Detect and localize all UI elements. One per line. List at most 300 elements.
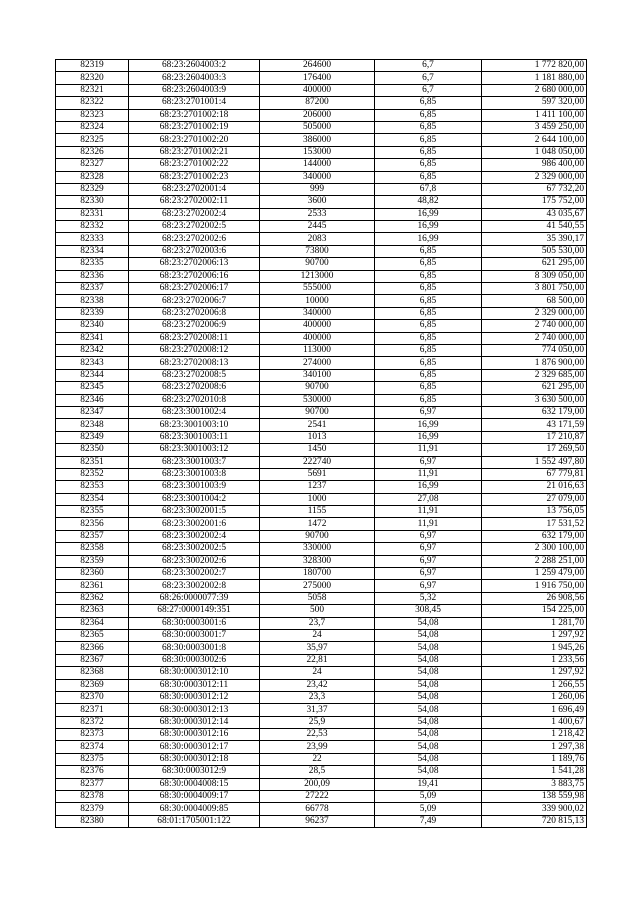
rate-cell: 6,85 (375, 134, 482, 146)
rate-cell: 6,85 (375, 109, 482, 121)
area-cell: 3600 (260, 196, 375, 208)
value-cell: 43 035,67 (482, 208, 587, 220)
cadastral-number-cell: 68:23:2701002:19 (129, 121, 260, 133)
rate-cell: 11,91 (375, 468, 482, 480)
area-cell: 5691 (260, 468, 375, 480)
row-number-cell: 82328 (56, 171, 129, 183)
rate-cell: 54,08 (375, 766, 482, 778)
table-row (56, 654, 587, 666)
rate-cell: 6,97 (375, 555, 482, 567)
area-cell: 222740 (260, 456, 375, 468)
area-cell: 1155 (260, 506, 375, 518)
table-row (56, 605, 587, 617)
value-cell: 632 179,00 (482, 530, 587, 542)
rate-cell: 19,41 (375, 778, 482, 790)
area-cell: 2533 (260, 208, 375, 220)
row-number-cell: 82332 (56, 221, 129, 233)
area-cell: 2445 (260, 221, 375, 233)
table-row (56, 691, 587, 703)
table-row (56, 183, 587, 195)
area-cell: 35,97 (260, 642, 375, 654)
rate-cell: 6,85 (375, 295, 482, 307)
area-cell: 340000 (260, 171, 375, 183)
rate-cell: 6,85 (375, 357, 482, 369)
row-number-cell: 82380 (56, 815, 129, 827)
value-cell: 1 876 900,00 (482, 357, 587, 369)
rate-cell: 54,08 (375, 741, 482, 753)
row-number-cell: 82376 (56, 766, 129, 778)
rate-cell: 5,32 (375, 592, 482, 604)
table-row (56, 580, 587, 592)
rate-cell: 6,7 (375, 72, 482, 84)
table-row (56, 493, 587, 505)
area-cell: 340000 (260, 307, 375, 319)
value-cell: 597 320,00 (482, 97, 587, 109)
cadastral-number-cell: 68:30:0003001:6 (129, 617, 260, 629)
value-cell: 339 900,02 (482, 803, 587, 815)
area-cell: 5058 (260, 592, 375, 604)
rate-cell: 54,08 (375, 704, 482, 716)
cadastral-number-cell: 68:23:3002001:6 (129, 518, 260, 530)
area-cell: 2541 (260, 419, 375, 431)
value-cell: 2 680 000,00 (482, 84, 587, 96)
area-cell: 264600 (260, 60, 375, 72)
cadastral-number-cell: 68:30:0003002:6 (129, 654, 260, 666)
rate-cell: 6,85 (375, 270, 482, 282)
cadastral-number-cell: 68:23:2701002:23 (129, 171, 260, 183)
row-number-cell: 82340 (56, 320, 129, 332)
area-cell: 330000 (260, 543, 375, 555)
row-number-cell: 82351 (56, 456, 129, 468)
cadastral-number-cell: 68:23:2702008:5 (129, 369, 260, 381)
cadastral-number-cell: 68:23:3002002:4 (129, 530, 260, 542)
cadastral-number-cell: 68:23:3002002:8 (129, 580, 260, 592)
cadastral-number-cell: 68:23:2701002:22 (129, 159, 260, 171)
table-row (56, 642, 587, 654)
table-row (56, 332, 587, 344)
value-cell: 3 883,75 (482, 778, 587, 790)
value-cell: 1 260,06 (482, 691, 587, 703)
cadastral-number-cell: 68:01:1705001:122 (129, 815, 260, 827)
area-cell: 10000 (260, 295, 375, 307)
area-cell: 23,99 (260, 741, 375, 753)
cadastral-number-cell: 68:23:2604003:3 (129, 72, 260, 84)
cadastral-number-cell: 68:23:3002002:7 (129, 568, 260, 580)
row-number-cell: 82354 (56, 493, 129, 505)
area-cell: 1237 (260, 481, 375, 493)
table-row (56, 568, 587, 580)
area-cell: 24 (260, 667, 375, 679)
cadastral-number-cell: 68:23:2701002:18 (129, 109, 260, 121)
table-row (56, 815, 587, 827)
value-cell: 21 016,63 (482, 481, 587, 493)
row-number-cell: 82371 (56, 704, 129, 716)
cadastral-number-cell: 68:30:0004009:85 (129, 803, 260, 815)
row-number-cell: 82372 (56, 716, 129, 728)
value-cell: 1 411 100,00 (482, 109, 587, 121)
area-cell: 90700 (260, 258, 375, 270)
row-number-cell: 82349 (56, 431, 129, 443)
value-cell: 2 740 000,00 (482, 320, 587, 332)
table-row (56, 468, 587, 480)
cadastral-number-cell: 68:26:0000077:39 (129, 592, 260, 604)
row-number-cell: 82359 (56, 555, 129, 567)
row-number-cell: 82369 (56, 679, 129, 691)
value-cell: 1 266,55 (482, 679, 587, 691)
row-number-cell: 82330 (56, 196, 129, 208)
table-row (56, 444, 587, 456)
value-cell: 17 210,87 (482, 431, 587, 443)
cadastral-number-cell: 68:23:2701001:4 (129, 97, 260, 109)
row-number-cell: 82370 (56, 691, 129, 703)
row-number-cell: 82339 (56, 307, 129, 319)
rate-cell: 54,08 (375, 716, 482, 728)
table-row (56, 196, 587, 208)
table-row (56, 382, 587, 394)
area-cell: 328300 (260, 555, 375, 567)
row-number-cell: 82331 (56, 208, 129, 220)
cadastral-number-cell: 68:30:0003012:10 (129, 667, 260, 679)
rate-cell: 6,97 (375, 530, 482, 542)
area-cell: 28,5 (260, 766, 375, 778)
row-number-cell: 82379 (56, 803, 129, 815)
rate-cell: 6,7 (375, 84, 482, 96)
row-number-cell: 82337 (56, 283, 129, 295)
area-cell: 66778 (260, 803, 375, 815)
value-cell: 35 390,17 (482, 233, 587, 245)
cadastral-number-cell: 68:23:3001003:11 (129, 431, 260, 443)
table-row (56, 283, 587, 295)
table-row (56, 208, 587, 220)
value-cell: 17 269,50 (482, 444, 587, 456)
area-cell: 113000 (260, 344, 375, 356)
area-cell: 176400 (260, 72, 375, 84)
value-cell: 26 908,56 (482, 592, 587, 604)
cadastral-number-cell: 68:23:2702003:6 (129, 245, 260, 257)
table-row (56, 307, 587, 319)
table-row (56, 121, 587, 133)
table-row (56, 109, 587, 121)
area-cell: 530000 (260, 394, 375, 406)
rate-cell: 6,85 (375, 97, 482, 109)
cadastral-number-cell: 68:23:2702002:4 (129, 208, 260, 220)
value-cell: 13 756,05 (482, 506, 587, 518)
rate-cell: 5,09 (375, 803, 482, 815)
value-cell: 2 329 000,00 (482, 171, 587, 183)
area-cell: 200,09 (260, 778, 375, 790)
rate-cell: 67,8 (375, 183, 482, 195)
value-cell: 3 459 250,00 (482, 121, 587, 133)
area-cell: 90700 (260, 406, 375, 418)
rate-cell: 54,08 (375, 629, 482, 641)
row-number-cell: 82341 (56, 332, 129, 344)
rate-cell: 54,08 (375, 729, 482, 741)
cadastral-number-cell: 68:23:2701002:21 (129, 146, 260, 158)
value-cell: 67 732,20 (482, 183, 587, 195)
row-number-cell: 82367 (56, 654, 129, 666)
row-number-cell: 82342 (56, 344, 129, 356)
area-cell: 73800 (260, 245, 375, 257)
table-row (56, 543, 587, 555)
value-cell: 3 801 750,00 (482, 283, 587, 295)
cadastral-number-cell: 68:23:2701002:20 (129, 134, 260, 146)
value-cell: 1 552 497,80 (482, 456, 587, 468)
rate-cell: 6,85 (375, 307, 482, 319)
row-number-cell: 82360 (56, 568, 129, 580)
area-cell: 275000 (260, 580, 375, 592)
row-number-cell: 82362 (56, 592, 129, 604)
value-cell: 1 400,67 (482, 716, 587, 728)
rate-cell: 48,82 (375, 196, 482, 208)
rate-cell: 54,08 (375, 654, 482, 666)
area-cell: 96237 (260, 815, 375, 827)
table-row (56, 406, 587, 418)
table-row (56, 592, 587, 604)
cadastral-number-cell: 68:23:3001003:12 (129, 444, 260, 456)
rate-cell: 6,7 (375, 60, 482, 72)
area-cell: 90700 (260, 382, 375, 394)
area-cell: 25,9 (260, 716, 375, 728)
area-cell: 153000 (260, 146, 375, 158)
cadastral-number-cell: 68:30:0003012:11 (129, 679, 260, 691)
area-cell: 1213000 (260, 270, 375, 282)
table-row (56, 295, 587, 307)
table-row (56, 667, 587, 679)
rate-cell: 6,85 (375, 369, 482, 381)
rate-cell: 54,08 (375, 753, 482, 765)
row-number-cell: 82333 (56, 233, 129, 245)
rate-cell: 11,91 (375, 506, 482, 518)
rate-cell: 11,91 (375, 518, 482, 530)
table-row (56, 629, 587, 641)
row-number-cell: 82326 (56, 146, 129, 158)
cadastral-number-cell: 68:30:0003012:14 (129, 716, 260, 728)
table-row (56, 518, 587, 530)
table-row (56, 221, 587, 233)
cadastral-number-cell: 68:30:0003012:16 (129, 729, 260, 741)
cadastral-number-cell: 68:23:3001003:8 (129, 468, 260, 480)
value-cell: 1 259 479,00 (482, 568, 587, 580)
rate-cell: 27,08 (375, 493, 482, 505)
row-number-cell: 82336 (56, 270, 129, 282)
area-cell: 27222 (260, 791, 375, 803)
value-cell: 1 181 880,00 (482, 72, 587, 84)
table-row (56, 233, 587, 245)
value-cell: 1 916 750,00 (482, 580, 587, 592)
table-row (56, 84, 587, 96)
cadastral-number-cell: 68:23:2702006:7 (129, 295, 260, 307)
cadastral-number-cell: 68:23:2702006:8 (129, 307, 260, 319)
area-cell: 1472 (260, 518, 375, 530)
value-cell: 8 309 050,00 (482, 270, 587, 282)
table-row (56, 369, 587, 381)
table-row (56, 803, 587, 815)
value-cell: 138 559,98 (482, 791, 587, 803)
table-row (56, 741, 587, 753)
table-row (56, 456, 587, 468)
row-number-cell: 82375 (56, 753, 129, 765)
row-number-cell: 82353 (56, 481, 129, 493)
table-row (56, 555, 587, 567)
cadastral-number-cell: 68:27:0000149:351 (129, 605, 260, 617)
value-cell: 2 300 100,00 (482, 543, 587, 555)
rate-cell: 16,99 (375, 221, 482, 233)
row-number-cell: 82357 (56, 530, 129, 542)
cadastral-number-cell: 68:23:2702006:17 (129, 283, 260, 295)
cadastral-number-cell: 68:30:0003001:8 (129, 642, 260, 654)
area-cell: 274000 (260, 357, 375, 369)
cadastral-number-cell: 68:23:3001003:7 (129, 456, 260, 468)
value-cell: 2 740 000,00 (482, 332, 587, 344)
value-cell: 1 048 050,00 (482, 146, 587, 158)
cadastral-number-cell: 68:30:0003012:13 (129, 704, 260, 716)
area-cell: 22,53 (260, 729, 375, 741)
row-number-cell: 82358 (56, 543, 129, 555)
value-cell: 1 297,38 (482, 741, 587, 753)
cadastral-number-cell: 68:23:2702002:5 (129, 221, 260, 233)
area-cell: 1013 (260, 431, 375, 443)
area-cell: 23,3 (260, 691, 375, 703)
area-cell: 87200 (260, 97, 375, 109)
row-number-cell: 82329 (56, 183, 129, 195)
area-cell: 22 (260, 753, 375, 765)
row-number-cell: 82378 (56, 791, 129, 803)
cadastral-number-cell: 68:23:3001003:10 (129, 419, 260, 431)
table-row (56, 766, 587, 778)
cadastral-number-cell: 68:23:2702002:11 (129, 196, 260, 208)
row-number-cell: 82322 (56, 97, 129, 109)
area-cell: 22,81 (260, 654, 375, 666)
table-row (56, 320, 587, 332)
rate-cell: 6,97 (375, 406, 482, 418)
row-number-cell: 82355 (56, 506, 129, 518)
rate-cell: 6,85 (375, 258, 482, 270)
row-number-cell: 82319 (56, 60, 129, 72)
table-row (56, 344, 587, 356)
cadastral-number-cell: 68:23:3001004:2 (129, 493, 260, 505)
area-cell: 144000 (260, 159, 375, 171)
value-cell: 2 329 000,00 (482, 307, 587, 319)
row-number-cell: 82321 (56, 84, 129, 96)
rate-cell: 16,99 (375, 481, 482, 493)
row-number-cell: 82343 (56, 357, 129, 369)
cadastral-number-cell: 68:23:3002001:5 (129, 506, 260, 518)
rate-cell: 11,91 (375, 444, 482, 456)
row-number-cell: 82338 (56, 295, 129, 307)
row-number-cell: 82348 (56, 419, 129, 431)
row-number-cell: 82365 (56, 629, 129, 641)
table-row (56, 753, 587, 765)
cadastral-number-cell: 68:23:3002002:6 (129, 555, 260, 567)
cadastral-number-cell: 68:23:2702006:16 (129, 270, 260, 282)
cadastral-number-cell: 68:23:2702001:4 (129, 183, 260, 195)
area-cell: 23,7 (260, 617, 375, 629)
table-row (56, 506, 587, 518)
rate-cell: 54,08 (375, 691, 482, 703)
value-cell: 175 752,00 (482, 196, 587, 208)
area-cell: 180700 (260, 568, 375, 580)
cadastral-number-cell: 68:30:0004008:15 (129, 778, 260, 790)
row-number-cell: 82368 (56, 667, 129, 679)
area-cell: 24 (260, 629, 375, 641)
table-row (56, 431, 587, 443)
value-cell: 720 815,13 (482, 815, 587, 827)
area-cell: 90700 (260, 530, 375, 542)
value-cell: 43 171,59 (482, 419, 587, 431)
value-cell: 2 288 251,00 (482, 555, 587, 567)
table-row (56, 791, 587, 803)
table-row (56, 245, 587, 257)
value-cell: 632 179,00 (482, 406, 587, 418)
area-cell: 999 (260, 183, 375, 195)
table-row (56, 481, 587, 493)
cadastral-number-cell: 68:23:2702006:13 (129, 258, 260, 270)
value-cell: 2 644 100,00 (482, 134, 587, 146)
value-cell: 1 696,49 (482, 704, 587, 716)
table-row (56, 258, 587, 270)
area-cell: 400000 (260, 84, 375, 96)
row-number-cell: 82347 (56, 406, 129, 418)
table-row (56, 617, 587, 629)
area-cell: 1000 (260, 493, 375, 505)
cadastral-number-cell: 68:30:0003012:9 (129, 766, 260, 778)
rate-cell: 6,85 (375, 332, 482, 344)
value-cell: 3 630 500,00 (482, 394, 587, 406)
area-cell: 2083 (260, 233, 375, 245)
row-number-cell: 82363 (56, 605, 129, 617)
table-row (56, 419, 587, 431)
rate-cell: 7,49 (375, 815, 482, 827)
value-cell: 621 295,00 (482, 382, 587, 394)
rate-cell: 6,85 (375, 159, 482, 171)
value-cell: 986 400,00 (482, 159, 587, 171)
area-cell: 340100 (260, 369, 375, 381)
cadastral-number-cell: 68:23:2604003:9 (129, 84, 260, 96)
row-number-cell: 82334 (56, 245, 129, 257)
table-row (56, 679, 587, 691)
value-cell: 41 540,55 (482, 221, 587, 233)
table-row (56, 159, 587, 171)
area-cell: 500 (260, 605, 375, 617)
value-cell: 1 945,26 (482, 642, 587, 654)
rate-cell: 16,99 (375, 431, 482, 443)
cadastral-number-cell: 68:23:2702008:11 (129, 332, 260, 344)
value-cell: 27 079,00 (482, 493, 587, 505)
row-number-cell: 82346 (56, 394, 129, 406)
rate-cell: 54,08 (375, 667, 482, 679)
rate-cell: 6,85 (375, 245, 482, 257)
table-row (56, 530, 587, 542)
cadastral-number-cell: 68:23:2702002:6 (129, 233, 260, 245)
row-number-cell: 82366 (56, 642, 129, 654)
row-number-cell: 82320 (56, 72, 129, 84)
cadastral-number-cell: 68:23:3001003:9 (129, 481, 260, 493)
row-number-cell: 82325 (56, 134, 129, 146)
cadastral-number-cell: 68:23:2702008:12 (129, 344, 260, 356)
row-number-cell: 82356 (56, 518, 129, 530)
rate-cell: 6,85 (375, 344, 482, 356)
cadastral-number-cell: 68:30:0003001:7 (129, 629, 260, 641)
area-cell: 400000 (260, 320, 375, 332)
rate-cell: 16,99 (375, 419, 482, 431)
row-number-cell: 82364 (56, 617, 129, 629)
row-number-cell: 82327 (56, 159, 129, 171)
area-cell: 31,37 (260, 704, 375, 716)
rate-cell: 16,99 (375, 233, 482, 245)
cadastral-number-cell: 68:23:3002002:5 (129, 543, 260, 555)
value-cell: 621 295,00 (482, 258, 587, 270)
area-cell: 206000 (260, 109, 375, 121)
